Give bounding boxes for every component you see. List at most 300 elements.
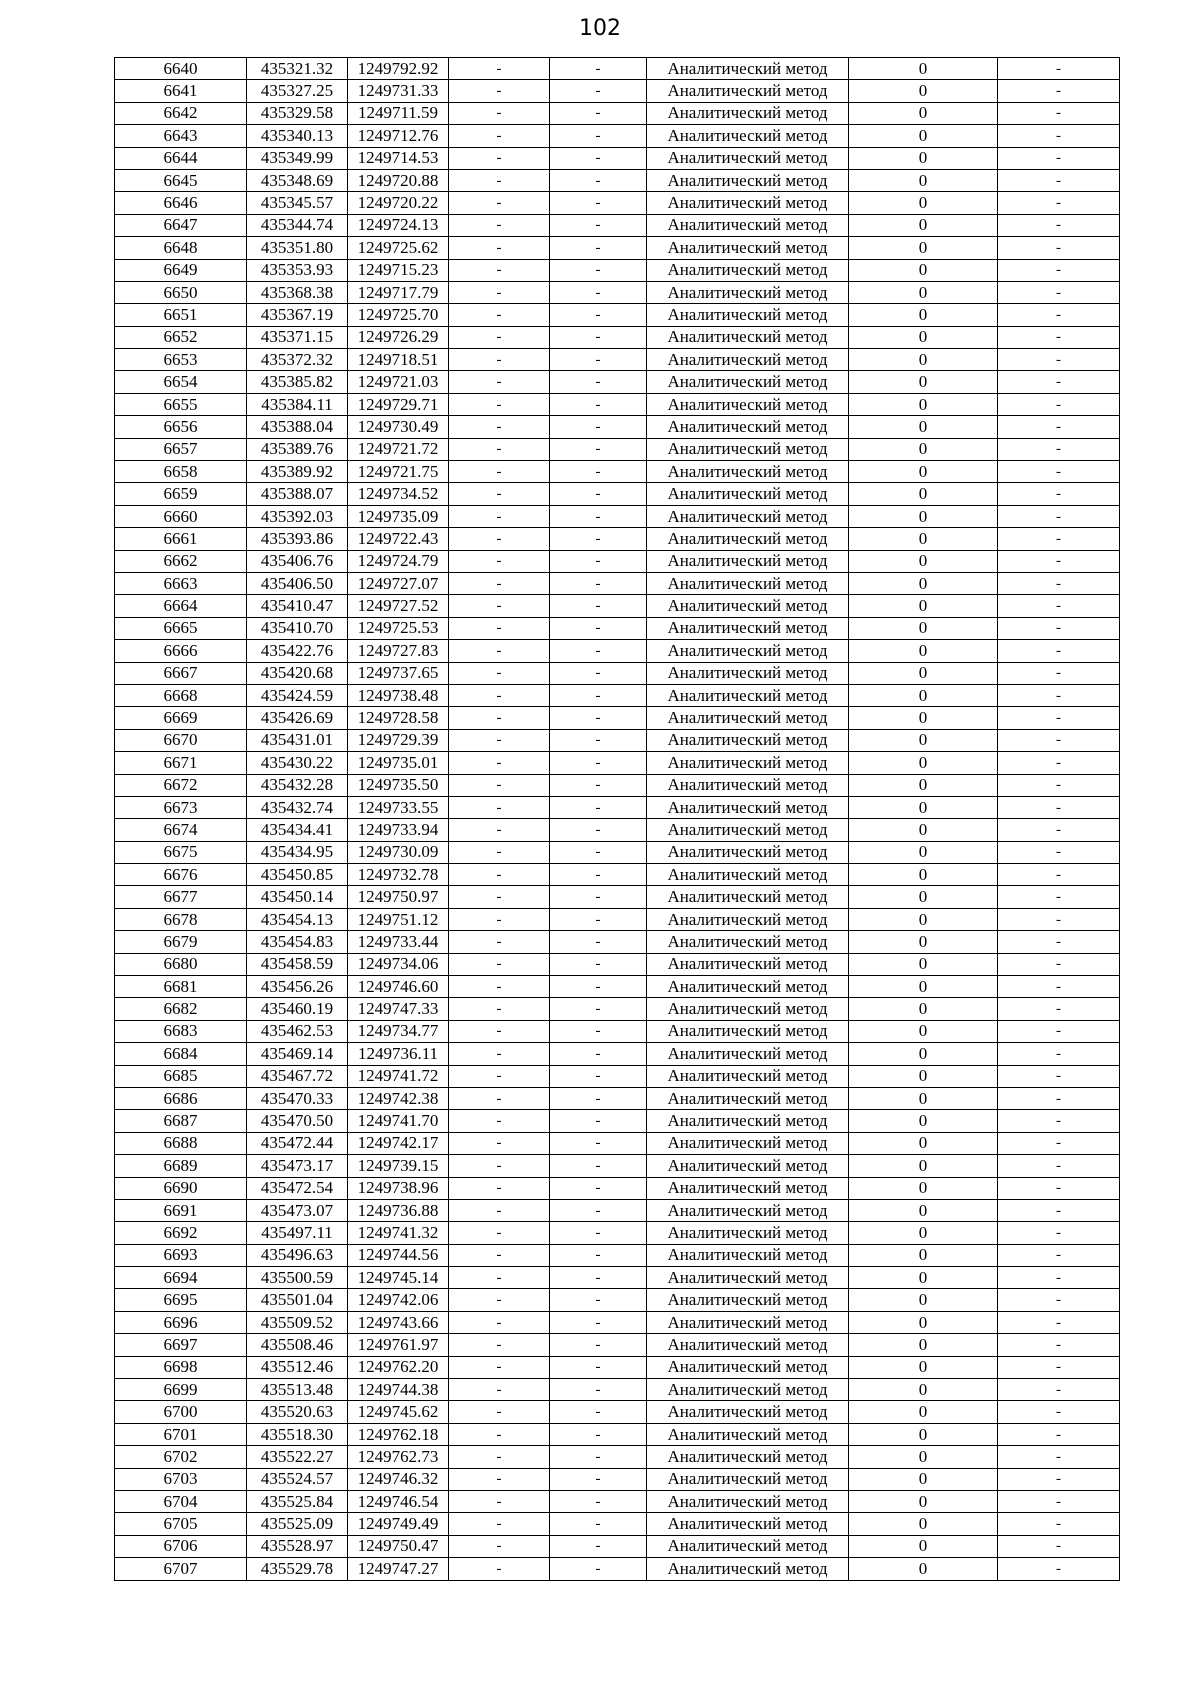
empty-value-cell: -: [998, 684, 1120, 706]
empty-value-cell: -: [449, 169, 550, 191]
table-row: [115, 595, 1120, 617]
method-cell: Аналитический метод: [647, 976, 849, 998]
empty-value-cell: -: [449, 371, 550, 393]
y-coordinate-cell: 1249724.13: [348, 214, 449, 236]
y-coordinate-cell: 1249728.58: [348, 707, 449, 729]
point-number-cell: 6699: [115, 1379, 247, 1401]
empty-value-cell: -: [550, 1267, 647, 1289]
table-row: [115, 684, 1120, 706]
empty-value-cell: -: [998, 1423, 1120, 1445]
empty-value-cell: -: [998, 1535, 1120, 1557]
empty-value-cell: -: [998, 1199, 1120, 1221]
x-coordinate-cell: 435469.14: [247, 1043, 348, 1065]
empty-value-cell: -: [449, 281, 550, 303]
empty-value-cell: -: [998, 1513, 1120, 1535]
error-value-cell: 0: [849, 125, 998, 147]
point-number-cell: 6678: [115, 908, 247, 930]
empty-value-cell: -: [550, 864, 647, 886]
point-number-cell: 6661: [115, 528, 247, 550]
empty-value-cell: -: [449, 393, 550, 415]
y-coordinate-cell: 1249729.39: [348, 729, 449, 751]
x-coordinate-cell: 435496.63: [247, 1244, 348, 1266]
empty-value-cell: -: [550, 841, 647, 863]
empty-value-cell: -: [550, 1043, 647, 1065]
table-row: [115, 438, 1120, 460]
y-coordinate-cell: 1249717.79: [348, 281, 449, 303]
error-value-cell: 0: [849, 953, 998, 975]
point-number-cell: 6673: [115, 796, 247, 818]
y-coordinate-cell: 1249733.55: [348, 796, 449, 818]
empty-value-cell: -: [550, 326, 647, 348]
y-coordinate-cell: 1249727.52: [348, 595, 449, 617]
y-coordinate-cell: 1249742.38: [348, 1087, 449, 1109]
empty-value-cell: -: [550, 192, 647, 214]
empty-value-cell: -: [449, 707, 550, 729]
point-number-cell: 6680: [115, 953, 247, 975]
error-value-cell: 0: [849, 640, 998, 662]
x-coordinate-cell: 435462.53: [247, 1020, 348, 1042]
empty-value-cell: -: [550, 931, 647, 953]
empty-value-cell: -: [550, 1311, 647, 1333]
point-number-cell: 6651: [115, 304, 247, 326]
empty-value-cell: -: [550, 1110, 647, 1132]
empty-value-cell: -: [449, 595, 550, 617]
table-row: [115, 125, 1120, 147]
error-value-cell: 0: [849, 304, 998, 326]
point-number-cell: 6700: [115, 1401, 247, 1423]
empty-value-cell: -: [998, 617, 1120, 639]
empty-value-cell: -: [550, 169, 647, 191]
error-value-cell: 0: [849, 1535, 998, 1557]
point-number-cell: 6705: [115, 1513, 247, 1535]
table-row: [115, 1267, 1120, 1289]
table-row: [115, 1043, 1120, 1065]
point-number-cell: 6657: [115, 438, 247, 460]
point-number-cell: 6675: [115, 841, 247, 863]
x-coordinate-cell: 435344.74: [247, 214, 348, 236]
x-coordinate-cell: 435509.52: [247, 1311, 348, 1333]
table-row: [115, 214, 1120, 236]
point-number-cell: 6671: [115, 752, 247, 774]
error-value-cell: 0: [849, 774, 998, 796]
x-coordinate-cell: 435410.47: [247, 595, 348, 617]
table-row: [115, 796, 1120, 818]
x-coordinate-cell: 435348.69: [247, 169, 348, 191]
empty-value-cell: -: [998, 640, 1120, 662]
table-row: [115, 1311, 1120, 1333]
empty-value-cell: -: [449, 1289, 550, 1311]
empty-value-cell: -: [998, 976, 1120, 998]
empty-value-cell: -: [550, 483, 647, 505]
empty-value-cell: -: [550, 393, 647, 415]
point-number-cell: 6663: [115, 572, 247, 594]
x-coordinate-cell: 435422.76: [247, 640, 348, 662]
empty-value-cell: -: [998, 707, 1120, 729]
method-cell: Аналитический метод: [647, 1177, 849, 1199]
point-number-cell: 6701: [115, 1423, 247, 1445]
empty-value-cell: -: [449, 752, 550, 774]
y-coordinate-cell: 1249741.72: [348, 1065, 449, 1087]
table-row: [115, 416, 1120, 438]
empty-value-cell: -: [449, 1468, 550, 1490]
y-coordinate-cell: 1249746.60: [348, 976, 449, 998]
empty-value-cell: -: [550, 550, 647, 572]
empty-value-cell: -: [998, 147, 1120, 169]
x-coordinate-cell: 435450.85: [247, 864, 348, 886]
empty-value-cell: -: [449, 1110, 550, 1132]
method-cell: Аналитический метод: [647, 1558, 849, 1580]
empty-value-cell: -: [998, 886, 1120, 908]
y-coordinate-cell: 1249743.66: [348, 1311, 449, 1333]
x-coordinate-cell: 435367.19: [247, 304, 348, 326]
point-number-cell: 6677: [115, 886, 247, 908]
empty-value-cell: -: [550, 640, 647, 662]
empty-value-cell: -: [998, 1289, 1120, 1311]
method-cell: Аналитический метод: [647, 1491, 849, 1513]
y-coordinate-cell: 1249735.01: [348, 752, 449, 774]
empty-value-cell: -: [550, 1155, 647, 1177]
empty-value-cell: -: [550, 58, 647, 80]
x-coordinate-cell: 435372.32: [247, 349, 348, 371]
method-cell: Аналитический метод: [647, 125, 849, 147]
point-number-cell: 6664: [115, 595, 247, 617]
method-cell: Аналитический метод: [647, 707, 849, 729]
empty-value-cell: -: [449, 796, 550, 818]
error-value-cell: 0: [849, 1020, 998, 1042]
empty-value-cell: -: [998, 438, 1120, 460]
empty-value-cell: -: [449, 1267, 550, 1289]
x-coordinate-cell: 435393.86: [247, 528, 348, 550]
y-coordinate-cell: 1249732.78: [348, 864, 449, 886]
empty-value-cell: -: [449, 192, 550, 214]
empty-value-cell: -: [550, 1513, 647, 1535]
error-value-cell: 0: [849, 1132, 998, 1154]
empty-value-cell: -: [998, 281, 1120, 303]
error-value-cell: 0: [849, 214, 998, 236]
point-number-cell: 6656: [115, 416, 247, 438]
empty-value-cell: -: [998, 729, 1120, 751]
empty-value-cell: -: [998, 461, 1120, 483]
method-cell: Аналитический метод: [647, 1535, 849, 1557]
x-coordinate-cell: 435431.01: [247, 729, 348, 751]
table-row: [115, 169, 1120, 191]
empty-value-cell: -: [449, 1132, 550, 1154]
empty-value-cell: -: [550, 147, 647, 169]
empty-value-cell: -: [998, 102, 1120, 124]
empty-value-cell: -: [550, 752, 647, 774]
empty-value-cell: -: [449, 1244, 550, 1266]
y-coordinate-cell: 1249714.53: [348, 147, 449, 169]
table-row: [115, 908, 1120, 930]
x-coordinate-cell: 435470.50: [247, 1110, 348, 1132]
method-cell: Аналитический метод: [647, 819, 849, 841]
empty-value-cell: -: [998, 1065, 1120, 1087]
table-row: [115, 976, 1120, 998]
y-coordinate-cell: 1249746.54: [348, 1491, 449, 1513]
empty-value-cell: -: [550, 662, 647, 684]
table-row: [115, 147, 1120, 169]
empty-value-cell: -: [998, 125, 1120, 147]
empty-value-cell: -: [998, 1558, 1120, 1580]
empty-value-cell: -: [550, 214, 647, 236]
method-cell: Аналитический метод: [647, 931, 849, 953]
x-coordinate-cell: 435497.11: [247, 1222, 348, 1244]
point-number-cell: 6683: [115, 1020, 247, 1042]
y-coordinate-cell: 1249744.38: [348, 1379, 449, 1401]
y-coordinate-cell: 1249721.03: [348, 371, 449, 393]
x-coordinate-cell: 435406.50: [247, 572, 348, 594]
error-value-cell: 0: [849, 80, 998, 102]
empty-value-cell: -: [550, 1379, 647, 1401]
empty-value-cell: -: [449, 1535, 550, 1557]
empty-value-cell: -: [998, 1222, 1120, 1244]
empty-value-cell: -: [449, 998, 550, 1020]
method-cell: Аналитический метод: [647, 505, 849, 527]
empty-value-cell: -: [550, 1087, 647, 1109]
point-number-cell: 6704: [115, 1491, 247, 1513]
method-cell: Аналитический метод: [647, 1132, 849, 1154]
empty-value-cell: -: [998, 819, 1120, 841]
y-coordinate-cell: 1249727.07: [348, 572, 449, 594]
empty-value-cell: -: [998, 1155, 1120, 1177]
error-value-cell: 0: [849, 572, 998, 594]
point-number-cell: 6654: [115, 371, 247, 393]
point-number-cell: 6691: [115, 1199, 247, 1221]
empty-value-cell: -: [998, 572, 1120, 594]
x-coordinate-cell: 435456.26: [247, 976, 348, 998]
empty-value-cell: -: [998, 1087, 1120, 1109]
error-value-cell: 0: [849, 1043, 998, 1065]
error-value-cell: 0: [849, 281, 998, 303]
point-number-cell: 6659: [115, 483, 247, 505]
point-number-cell: 6686: [115, 1087, 247, 1109]
empty-value-cell: -: [998, 80, 1120, 102]
method-cell: Аналитический метод: [647, 1043, 849, 1065]
y-coordinate-cell: 1249747.33: [348, 998, 449, 1020]
method-cell: Аналитический метод: [647, 281, 849, 303]
empty-value-cell: -: [998, 1177, 1120, 1199]
page-number: 102: [579, 16, 621, 41]
empty-value-cell: -: [449, 1222, 550, 1244]
x-coordinate-cell: 435406.76: [247, 550, 348, 572]
table-row: [115, 953, 1120, 975]
method-cell: Аналитический метод: [647, 1401, 849, 1423]
method-cell: Аналитический метод: [647, 304, 849, 326]
method-cell: Аналитический метод: [647, 102, 849, 124]
method-cell: Аналитический метод: [647, 729, 849, 751]
empty-value-cell: -: [998, 304, 1120, 326]
y-coordinate-cell: 1249721.72: [348, 438, 449, 460]
y-coordinate-cell: 1249720.88: [348, 169, 449, 191]
method-cell: Аналитический метод: [647, 1020, 849, 1042]
empty-value-cell: -: [998, 1267, 1120, 1289]
table-row: [115, 1468, 1120, 1490]
empty-value-cell: -: [550, 349, 647, 371]
x-coordinate-cell: 435392.03: [247, 505, 348, 527]
error-value-cell: 0: [849, 237, 998, 259]
point-number-cell: 6652: [115, 326, 247, 348]
y-coordinate-cell: 1249730.49: [348, 416, 449, 438]
x-coordinate-cell: 435473.17: [247, 1155, 348, 1177]
method-cell: Аналитический метод: [647, 393, 849, 415]
point-number-cell: 6670: [115, 729, 247, 751]
table-row: [115, 80, 1120, 102]
y-coordinate-cell: 1249737.65: [348, 662, 449, 684]
empty-value-cell: -: [998, 1110, 1120, 1132]
method-cell: Аналитический метод: [647, 1356, 849, 1378]
empty-value-cell: -: [550, 259, 647, 281]
table-row: [115, 864, 1120, 886]
empty-value-cell: -: [550, 1356, 647, 1378]
error-value-cell: 0: [849, 1110, 998, 1132]
table-body: [115, 58, 1120, 1581]
y-coordinate-cell: 1249730.09: [348, 841, 449, 863]
x-coordinate-cell: 435434.41: [247, 819, 348, 841]
x-coordinate-cell: 435458.59: [247, 953, 348, 975]
method-cell: Аналитический метод: [647, 774, 849, 796]
point-number-cell: 6668: [115, 684, 247, 706]
x-coordinate-cell: 435432.74: [247, 796, 348, 818]
table-row: [115, 841, 1120, 863]
empty-value-cell: -: [449, 214, 550, 236]
y-coordinate-cell: 1249747.27: [348, 1558, 449, 1580]
point-number-cell: 6649: [115, 259, 247, 281]
empty-value-cell: -: [550, 908, 647, 930]
table-row: [115, 259, 1120, 281]
method-cell: Аналитический метод: [647, 416, 849, 438]
empty-value-cell: -: [998, 349, 1120, 371]
error-value-cell: 0: [849, 684, 998, 706]
point-number-cell: 6693: [115, 1244, 247, 1266]
empty-value-cell: -: [550, 1222, 647, 1244]
y-coordinate-cell: 1249741.70: [348, 1110, 449, 1132]
method-cell: Аналитический метод: [647, 572, 849, 594]
table-row: [115, 931, 1120, 953]
point-number-cell: 6665: [115, 617, 247, 639]
empty-value-cell: -: [998, 908, 1120, 930]
empty-value-cell: -: [550, 819, 647, 841]
method-cell: Аналитический метод: [647, 528, 849, 550]
point-number-cell: 6643: [115, 125, 247, 147]
method-cell: Аналитический метод: [647, 259, 849, 281]
table-row: [115, 819, 1120, 841]
error-value-cell: 0: [849, 931, 998, 953]
empty-value-cell: -: [449, 864, 550, 886]
point-number-cell: 6645: [115, 169, 247, 191]
empty-value-cell: -: [998, 505, 1120, 527]
error-value-cell: 0: [849, 192, 998, 214]
x-coordinate-cell: 435450.14: [247, 886, 348, 908]
point-number-cell: 6684: [115, 1043, 247, 1065]
table-row: [115, 102, 1120, 124]
error-value-cell: 0: [849, 908, 998, 930]
point-number-cell: 6640: [115, 58, 247, 80]
table-row: [115, 1535, 1120, 1557]
error-value-cell: 0: [849, 729, 998, 751]
point-number-cell: 6695: [115, 1289, 247, 1311]
error-value-cell: 0: [849, 1423, 998, 1445]
table-row: [115, 886, 1120, 908]
error-value-cell: 0: [849, 1468, 998, 1490]
x-coordinate-cell: 435460.19: [247, 998, 348, 1020]
y-coordinate-cell: 1249739.15: [348, 1155, 449, 1177]
table-row: [115, 662, 1120, 684]
x-coordinate-cell: 435500.59: [247, 1267, 348, 1289]
empty-value-cell: -: [449, 1043, 550, 1065]
method-cell: Аналитический метод: [647, 1065, 849, 1087]
empty-value-cell: -: [998, 214, 1120, 236]
error-value-cell: 0: [849, 595, 998, 617]
y-coordinate-cell: 1249734.77: [348, 1020, 449, 1042]
error-value-cell: 0: [849, 483, 998, 505]
y-coordinate-cell: 1249750.47: [348, 1535, 449, 1557]
empty-value-cell: -: [449, 237, 550, 259]
empty-value-cell: -: [449, 102, 550, 124]
empty-value-cell: -: [550, 505, 647, 527]
empty-value-cell: -: [550, 1558, 647, 1580]
error-value-cell: 0: [849, 259, 998, 281]
y-coordinate-cell: 1249762.73: [348, 1446, 449, 1468]
point-number-cell: 6698: [115, 1356, 247, 1378]
method-cell: Аналитический метод: [647, 864, 849, 886]
empty-value-cell: -: [998, 1401, 1120, 1423]
method-cell: Аналитический метод: [647, 1468, 849, 1490]
empty-value-cell: -: [550, 1199, 647, 1221]
error-value-cell: 0: [849, 1267, 998, 1289]
empty-value-cell: -: [998, 393, 1120, 415]
empty-value-cell: -: [998, 953, 1120, 975]
empty-value-cell: -: [449, 841, 550, 863]
error-value-cell: 0: [849, 976, 998, 998]
error-value-cell: 0: [849, 1379, 998, 1401]
empty-value-cell: -: [550, 1401, 647, 1423]
method-cell: Аналитический метод: [647, 841, 849, 863]
x-coordinate-cell: 435371.15: [247, 326, 348, 348]
method-cell: Аналитический метод: [647, 483, 849, 505]
table-row: [115, 304, 1120, 326]
table-row: [115, 349, 1120, 371]
y-coordinate-cell: 1249745.14: [348, 1267, 449, 1289]
y-coordinate-cell: 1249762.18: [348, 1423, 449, 1445]
error-value-cell: 0: [849, 864, 998, 886]
x-coordinate-cell: 435389.92: [247, 461, 348, 483]
empty-value-cell: -: [998, 1334, 1120, 1356]
method-cell: Аналитический метод: [647, 371, 849, 393]
error-value-cell: 0: [849, 528, 998, 550]
empty-value-cell: -: [550, 953, 647, 975]
table-row: [115, 617, 1120, 639]
empty-value-cell: -: [998, 416, 1120, 438]
empty-value-cell: -: [449, 505, 550, 527]
x-coordinate-cell: 435410.70: [247, 617, 348, 639]
empty-value-cell: -: [449, 550, 550, 572]
empty-value-cell: -: [449, 1356, 550, 1378]
empty-value-cell: -: [449, 461, 550, 483]
y-coordinate-cell: 1249745.62: [348, 1401, 449, 1423]
x-coordinate-cell: 435518.30: [247, 1423, 348, 1445]
empty-value-cell: -: [449, 1065, 550, 1087]
error-value-cell: 0: [849, 662, 998, 684]
table-row: [115, 998, 1120, 1020]
method-cell: Аналитический метод: [647, 1446, 849, 1468]
empty-value-cell: -: [449, 1379, 550, 1401]
empty-value-cell: -: [449, 908, 550, 930]
method-cell: Аналитический метод: [647, 1110, 849, 1132]
error-value-cell: 0: [849, 1334, 998, 1356]
method-cell: Аналитический метод: [647, 1379, 849, 1401]
x-coordinate-cell: 435454.83: [247, 931, 348, 953]
y-coordinate-cell: 1249735.09: [348, 505, 449, 527]
